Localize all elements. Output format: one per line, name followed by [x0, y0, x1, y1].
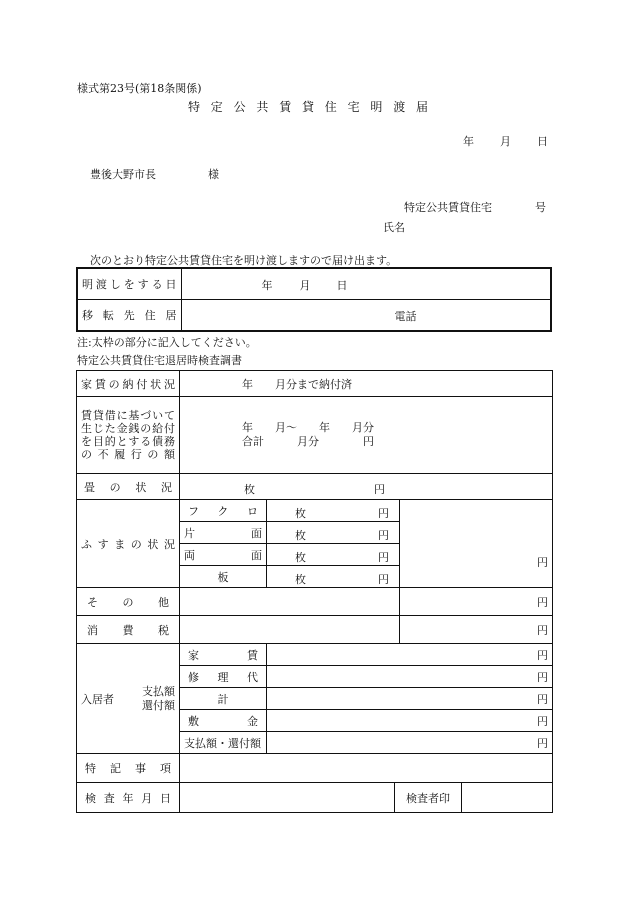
tenant-payment-label: 支払額 — [142, 684, 175, 698]
move-date-row — [77, 268, 551, 300]
remarks-row — [77, 754, 553, 783]
tenant-subtotal-field[interactable] — [267, 688, 553, 710]
tenant-rent-label: 家賃 — [180, 644, 267, 666]
inspector-seal-label: 検査者印 — [395, 783, 462, 812]
tax-yen-unit: 円 — [537, 623, 548, 637]
date-month-label: 月 — [500, 135, 511, 148]
fusuma-total-yen-unit: 円 — [537, 556, 548, 569]
tenant-row-1 — [77, 644, 553, 666]
fusuma-label: ふすまの状況 — [77, 500, 180, 588]
other-amount-field[interactable] — [400, 588, 553, 616]
fusuma-yen-unit-4: 円 — [378, 573, 389, 586]
inspector-seal-field[interactable] — [462, 783, 552, 812]
inspection-date-seal-cell — [180, 783, 553, 813]
tenant-rent-field[interactable] — [267, 644, 553, 666]
tatami-count-unit: 枚 — [244, 483, 255, 496]
date-year-label: 年 — [463, 135, 474, 148]
tenant-rent-yen-unit: 円 — [537, 648, 548, 662]
tax-detail-field[interactable] — [180, 616, 400, 644]
tatami-row — [77, 474, 553, 500]
remarks-field[interactable] — [180, 754, 553, 783]
tenant-deposit-label: 敷金 — [180, 710, 267, 732]
fusuma-count-unit-4: 枚 — [295, 573, 306, 586]
fusuma-amount-1[interactable] — [267, 500, 400, 522]
rent-status-value: 年 月分まで納付済 — [242, 377, 352, 391]
phone-label: 電話 — [394, 310, 417, 323]
other-yen-unit: 円 — [537, 595, 548, 609]
debt-period: 年 月～ 年 月分 — [242, 421, 374, 434]
tenant-subtotal-yen-unit: 円 — [537, 692, 548, 706]
inspection-title: 特定公共賃貸住宅退居時検査調書 — [77, 354, 242, 367]
inspection-date-field[interactable] — [180, 783, 395, 812]
intro-text: 次のとおり特定公共賃貸住宅を明け渡しますので届け出ます。 — [90, 254, 398, 267]
inspection-table — [76, 370, 553, 813]
fusuma-amount-4[interactable] — [267, 566, 400, 588]
fusuma-count-unit-2: 枚 — [295, 529, 306, 542]
date-day-label: 日 — [537, 135, 548, 148]
move-date-month-label: 月 — [299, 279, 311, 292]
move-date-year-label: 年 — [261, 279, 273, 292]
form-title: 特定公共賃貸住宅明渡届 — [188, 100, 439, 114]
new-address-label: 移転先住居 — [77, 300, 181, 332]
tax-row — [77, 616, 553, 644]
tatami-field[interactable] — [180, 474, 553, 500]
tenant-deposit-field[interactable] — [267, 710, 553, 732]
other-detail-field[interactable] — [180, 588, 400, 616]
inspection-date-label: 検査年月日 — [77, 783, 180, 813]
move-date-label: 明渡しをする日 — [77, 268, 181, 300]
other-label: その他 — [77, 588, 180, 616]
fusuma-amount-2[interactable] — [267, 522, 400, 544]
debt-field[interactable] — [180, 397, 553, 474]
debt-row — [77, 397, 553, 474]
tenant-refund-label: 還付額 — [142, 698, 175, 712]
tenant-repair-yen-unit: 円 — [537, 670, 548, 684]
remarks-label: 特記事項 — [77, 754, 180, 783]
other-row — [77, 588, 553, 616]
tenant-balance-field[interactable] — [267, 732, 553, 754]
fusuma-count-unit-1: 枚 — [295, 507, 306, 520]
tenant-label: 入居者 — [81, 692, 114, 706]
tax-label: 消費税 — [77, 616, 180, 644]
addressee: 豊後大野市長 — [90, 168, 156, 181]
fusuma-type-1: フクロ — [180, 500, 267, 522]
note-text: 注:太枠の部分に記入してください。 — [77, 336, 257, 349]
fusuma-yen-unit-3: 円 — [378, 551, 389, 564]
new-address-field[interactable] — [181, 300, 551, 332]
rent-status-label: 家賃の納付状況 — [77, 371, 180, 397]
debt-total: 合計 月分 円 — [242, 435, 374, 448]
form-number: 様式第23号(第18条関係) — [77, 82, 202, 95]
tenant-repair-field[interactable] — [267, 666, 553, 688]
tenant-deposit-yen-unit: 円 — [537, 714, 548, 728]
fusuma-type-4: 板 — [180, 566, 267, 588]
tatami-yen-unit: 円 — [374, 483, 385, 496]
tenant-repair-label: 修理代 — [180, 666, 267, 688]
rent-status-row — [77, 371, 553, 397]
notice-table — [76, 267, 552, 332]
inspection-date-row — [77, 783, 553, 813]
fusuma-amount-3[interactable] — [267, 544, 400, 566]
fusuma-type-3: 両面 — [180, 544, 267, 566]
fusuma-yen-unit-1: 円 — [378, 507, 389, 520]
tenant-cell — [77, 644, 180, 754]
tatami-label: 畳の状況 — [77, 474, 180, 500]
move-date-field[interactable] — [181, 268, 551, 300]
addressee-honorific: 様 — [208, 168, 219, 181]
tenant-balance-label: 支払額・還付額 — [180, 732, 267, 754]
fusuma-total-field[interactable] — [400, 500, 553, 588]
fusuma-row-1 — [77, 500, 553, 522]
fusuma-type-2: 片面 — [180, 522, 267, 544]
debt-label: 賃貸借に基づいて生じた金銭の給付を目的とする債務の不履行の額 — [77, 397, 180, 474]
tax-amount-field[interactable] — [400, 616, 553, 644]
housing-number-label: 号 — [535, 201, 546, 214]
applicant-name-label: 氏名 — [383, 221, 405, 234]
move-date-day-label: 日 — [336, 279, 348, 292]
new-address-row — [77, 300, 551, 332]
rent-status-field[interactable] — [180, 371, 553, 397]
housing-label: 特定公共賃貸住宅 — [404, 201, 492, 214]
tenant-subtotal-label: 計 — [180, 688, 267, 710]
fusuma-count-unit-3: 枚 — [295, 551, 306, 564]
fusuma-yen-unit-2: 円 — [378, 529, 389, 542]
tenant-balance-yen-unit: 円 — [537, 736, 548, 750]
